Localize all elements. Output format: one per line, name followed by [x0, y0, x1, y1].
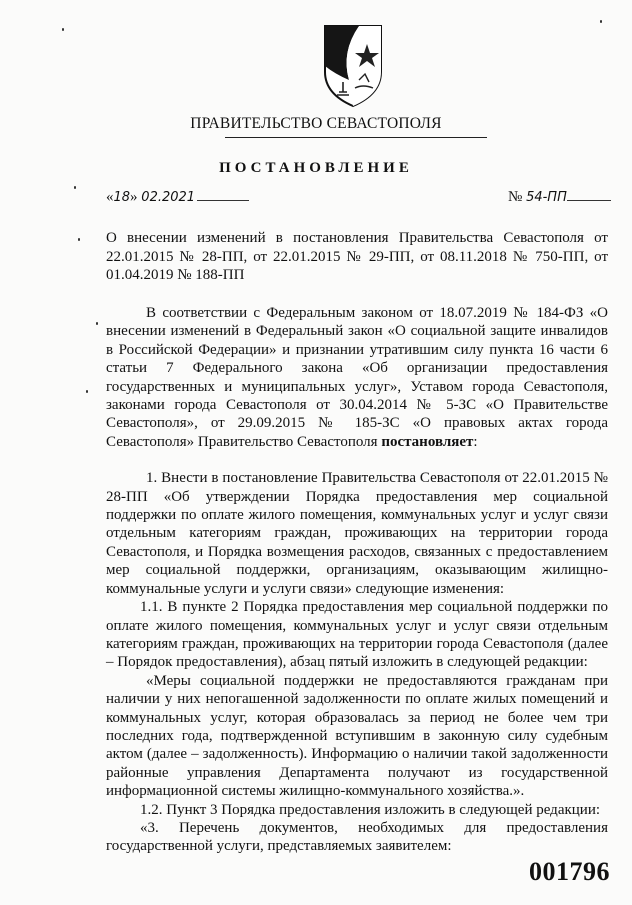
document-date — [106, 189, 249, 206]
scan-mark — [96, 322, 98, 325]
preamble-bold: постановляет — [381, 433, 474, 450]
quote-1-paragraph: «Меры социальной поддержки не предоставляются гражданам при наличии у них непогашенной задолженности по оплате жилых помещений и коммунальных услуг, которая образовалась за период не более чем три последних года, подтвержденной вступившим в законную силу судебным актом (далее – задолженность). Информацию о наличии такой задолженности районные управления Департамента получают из государственной информационной системы жилищно-коммунального хозяйства.». — [106, 672, 608, 800]
date-day: 18 — [113, 190, 131, 205]
item-1-2-paragraph: 1.2. Пункт 3 Порядка предоставления изложить в следующей редакции: — [140, 801, 601, 818]
preamble-end: : — [473, 433, 478, 450]
number-underline — [567, 200, 611, 201]
date-underline — [197, 200, 249, 201]
document-number — [508, 189, 611, 206]
quote-2-paragraph: «3. Перечень документов, необходимых для предоставления государственной услуги, представляемых заявителем: — [106, 819, 608, 855]
number-value: 54-ПП — [526, 190, 567, 205]
preamble-text: В соответствии с Федеральным законом от 18.07.2019 № 184-ФЗ «О внесении изменений в Федеральный закон «О социальной защите инвалидов в Российской Федерации» и признании утратившим силу пункта 16 части 6 статьи 7 Федерального закона «Об организации предоставления государственных и муниципальных услуг», Уставом города Севастополя, законами города Севастополя от 30.04.2014 № 5-ЗС «О Правительстве Севастополя», от 29.09.2015 № 185-ЗС «О правовых актах города Севастополя» Правительство Севастополя — [106, 305, 608, 450]
document-subject: О внесении изменений в постановления Правительства Севастополя от 22.01.2015 № 28-ПП, от 22.01.2015 № 29-ПП, от 08.11.2018 № 750-ПП, от 01.04.2019 № 188-ПП — [106, 230, 608, 283]
date-month-year: 02.2021 — [141, 190, 196, 205]
scan-mark — [74, 186, 76, 189]
scan-mark — [86, 390, 88, 393]
document-body — [106, 304, 608, 856]
title-underline — [225, 137, 487, 138]
sevastopol-coat-of-arms-icon — [319, 22, 387, 108]
scan-mark — [62, 28, 64, 31]
preamble-paragraph — [106, 304, 608, 451]
number-sign: № — [508, 189, 523, 205]
serial-number: 001796 — [529, 857, 610, 886]
date-quote-close: » — [130, 189, 138, 205]
document-type-heading: ПОСТАНОВЛЕНИЕ — [219, 160, 413, 176]
date-quote-open: « — [106, 189, 114, 205]
scan-mark — [600, 20, 602, 23]
item-1-1-paragraph: 1.1. В пункте 2 Порядка предоставления мер социальной поддержки по оплате жилого помещения, коммунальных услуг и услуг связи отдельным категориям граждан, проживающих на территории города Севастополя (далее – Порядок предоставления), абзац пятый изложить в следующей редакции: — [106, 599, 608, 671]
item-1-paragraph: 1. Внести в постановление Правительства Севастополя от 22.01.2015 № 28-ПП «Об утверждении Порядка предоставления мер социальной поддержки по оплате жилого помещения, коммунальных услуг и услуг связи отдельным категориям граждан, проживающих на территории города Севастополя, и Порядка возмещения расходов, связанных с предоставлением мер социальной поддержки, организациям, оказывающим жилищно-коммунальные услуги и услуги связи» следующие изменения: — [106, 470, 608, 597]
scan-mark — [78, 238, 80, 241]
government-name: ПРАВИТЕЛЬСТВО СЕВАСТОПОЛЯ — [190, 115, 442, 132]
